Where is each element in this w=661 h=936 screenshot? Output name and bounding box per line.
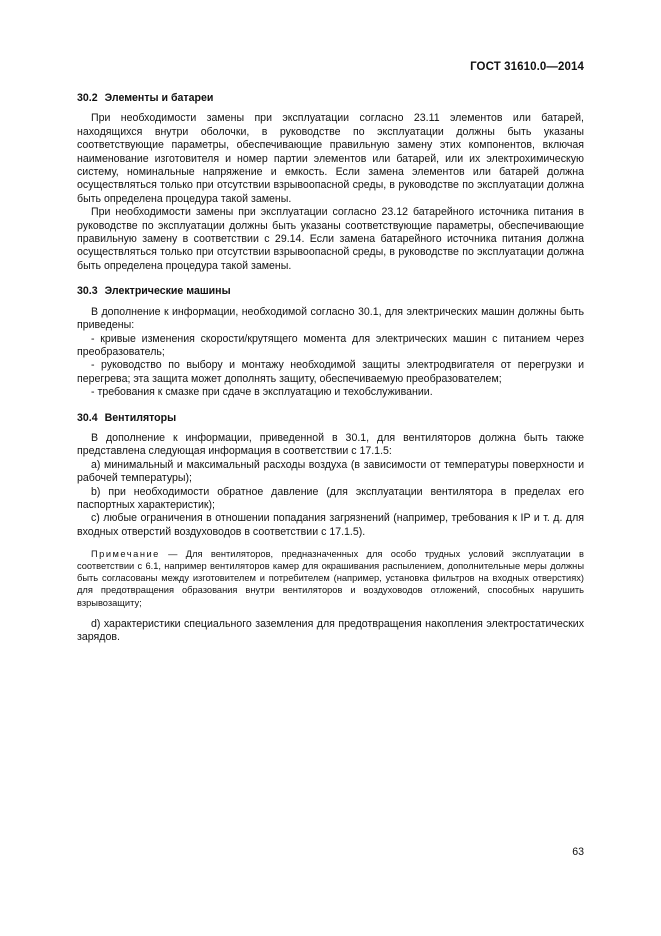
list-item: - кривые изменения скорости/крутящего момента для электрических машин с питанием через преобразователь; [77,332,584,358]
list-item: - руководство по выбору и монтажу необходимой защиты электродвигателя от перегрузки и перегрева; эта защита может дополнять защиту, обеспечиваемую преобразователем; [77,359,584,385]
document-body [77,92,584,644]
section-number: 30.4 [77,411,98,424]
section-title: Вентиляторы [104,411,177,424]
paragraph: При необходимости замены при эксплуатации согласно 23.12 батарейного источника питания в руководстве по эксплуатации должны быть указаны соответствующие параметры, обеспечивающие правильную замену в соответствии с 29.14. Если замена батарейного источника питания должна осуществляться только при отсутствии взрывоопасной среды, в руководстве по эксплуатации должна быть определена процедура такой замены. [77,206,584,272]
note-text: — Для вентиляторов, предназначенных для особо трудных условий эксплуатации в соответствии с 6.1, например вентиляторов камер для окрашивания распылением, дополнительные меры должны быть согласованы между изготовителем и потребителем (например, установка фильтров на входных отверстиях) для предотвращения образования внутри вентиляторов и воздуховодов отложений, способных нарушить взрывозащиту; [77,549,584,608]
list-item: b) при необходимости обратное давление (для эксплуатации вентилятора в пределах его паспортных характеристик); [77,485,584,511]
paragraph: В дополнение к информации, необходимой согласно 30.1, для электрических машин должны быть приведены: [77,305,584,332]
section-heading-30-3 [77,285,584,298]
list-item: с) любые ограничения в отношении попадания загрязнений (например, требования к IP и т. д. для входных отверстий воздуховодов в соответствии с 17.1.5). [77,512,584,538]
section-title: Электрические машины [104,285,231,298]
section-number: 30.3 [77,285,98,298]
section-title: Элементы и батареи [104,92,214,104]
document-code: ГОСТ 31610.0—2014 [470,61,584,73]
section-heading-30-4 [77,412,584,425]
note [77,548,584,608]
page-number: 63 [572,846,584,858]
paragraph: В дополнение к информации, приведенной в 30.1, для вентиляторов должна быть также представлена следующая информация в соответствии с 17.1.5: [77,431,584,458]
section-heading-30-2 [77,92,584,105]
list-item: - требования к смазке при сдаче в эксплуатацию и техобслуживании. [91,386,433,399]
section-number: 30.2 [77,92,98,104]
paragraph: При необходимости замены при эксплуатации согласно 23.11 элементов или батарей, находящихся внутри оболочки, в руководстве по эксплуатации должны быть указаны соответствующие параметры, обеспечивающие правильную замену этих компонентов, включая наименование изготовителя и номер партии элементов или батарей, или их электрохимическую систему, номинальные напряжение и емкость. Если замена элементов или батарей должна осуществляться только при отсутствии взрывоопасной среды, в руководстве по эксплуатации должна быть определена процедура такой замены. [77,112,584,205]
note-label: Примечание [91,549,160,560]
list-item: d) характеристики специального заземления для предотвращения накопления электростатических зарядов. [77,617,584,644]
list-item: а) минимальный и максимальный расходы воздуха (в зависимости от температуры поверхности и рабочей температуры); [77,458,584,485]
